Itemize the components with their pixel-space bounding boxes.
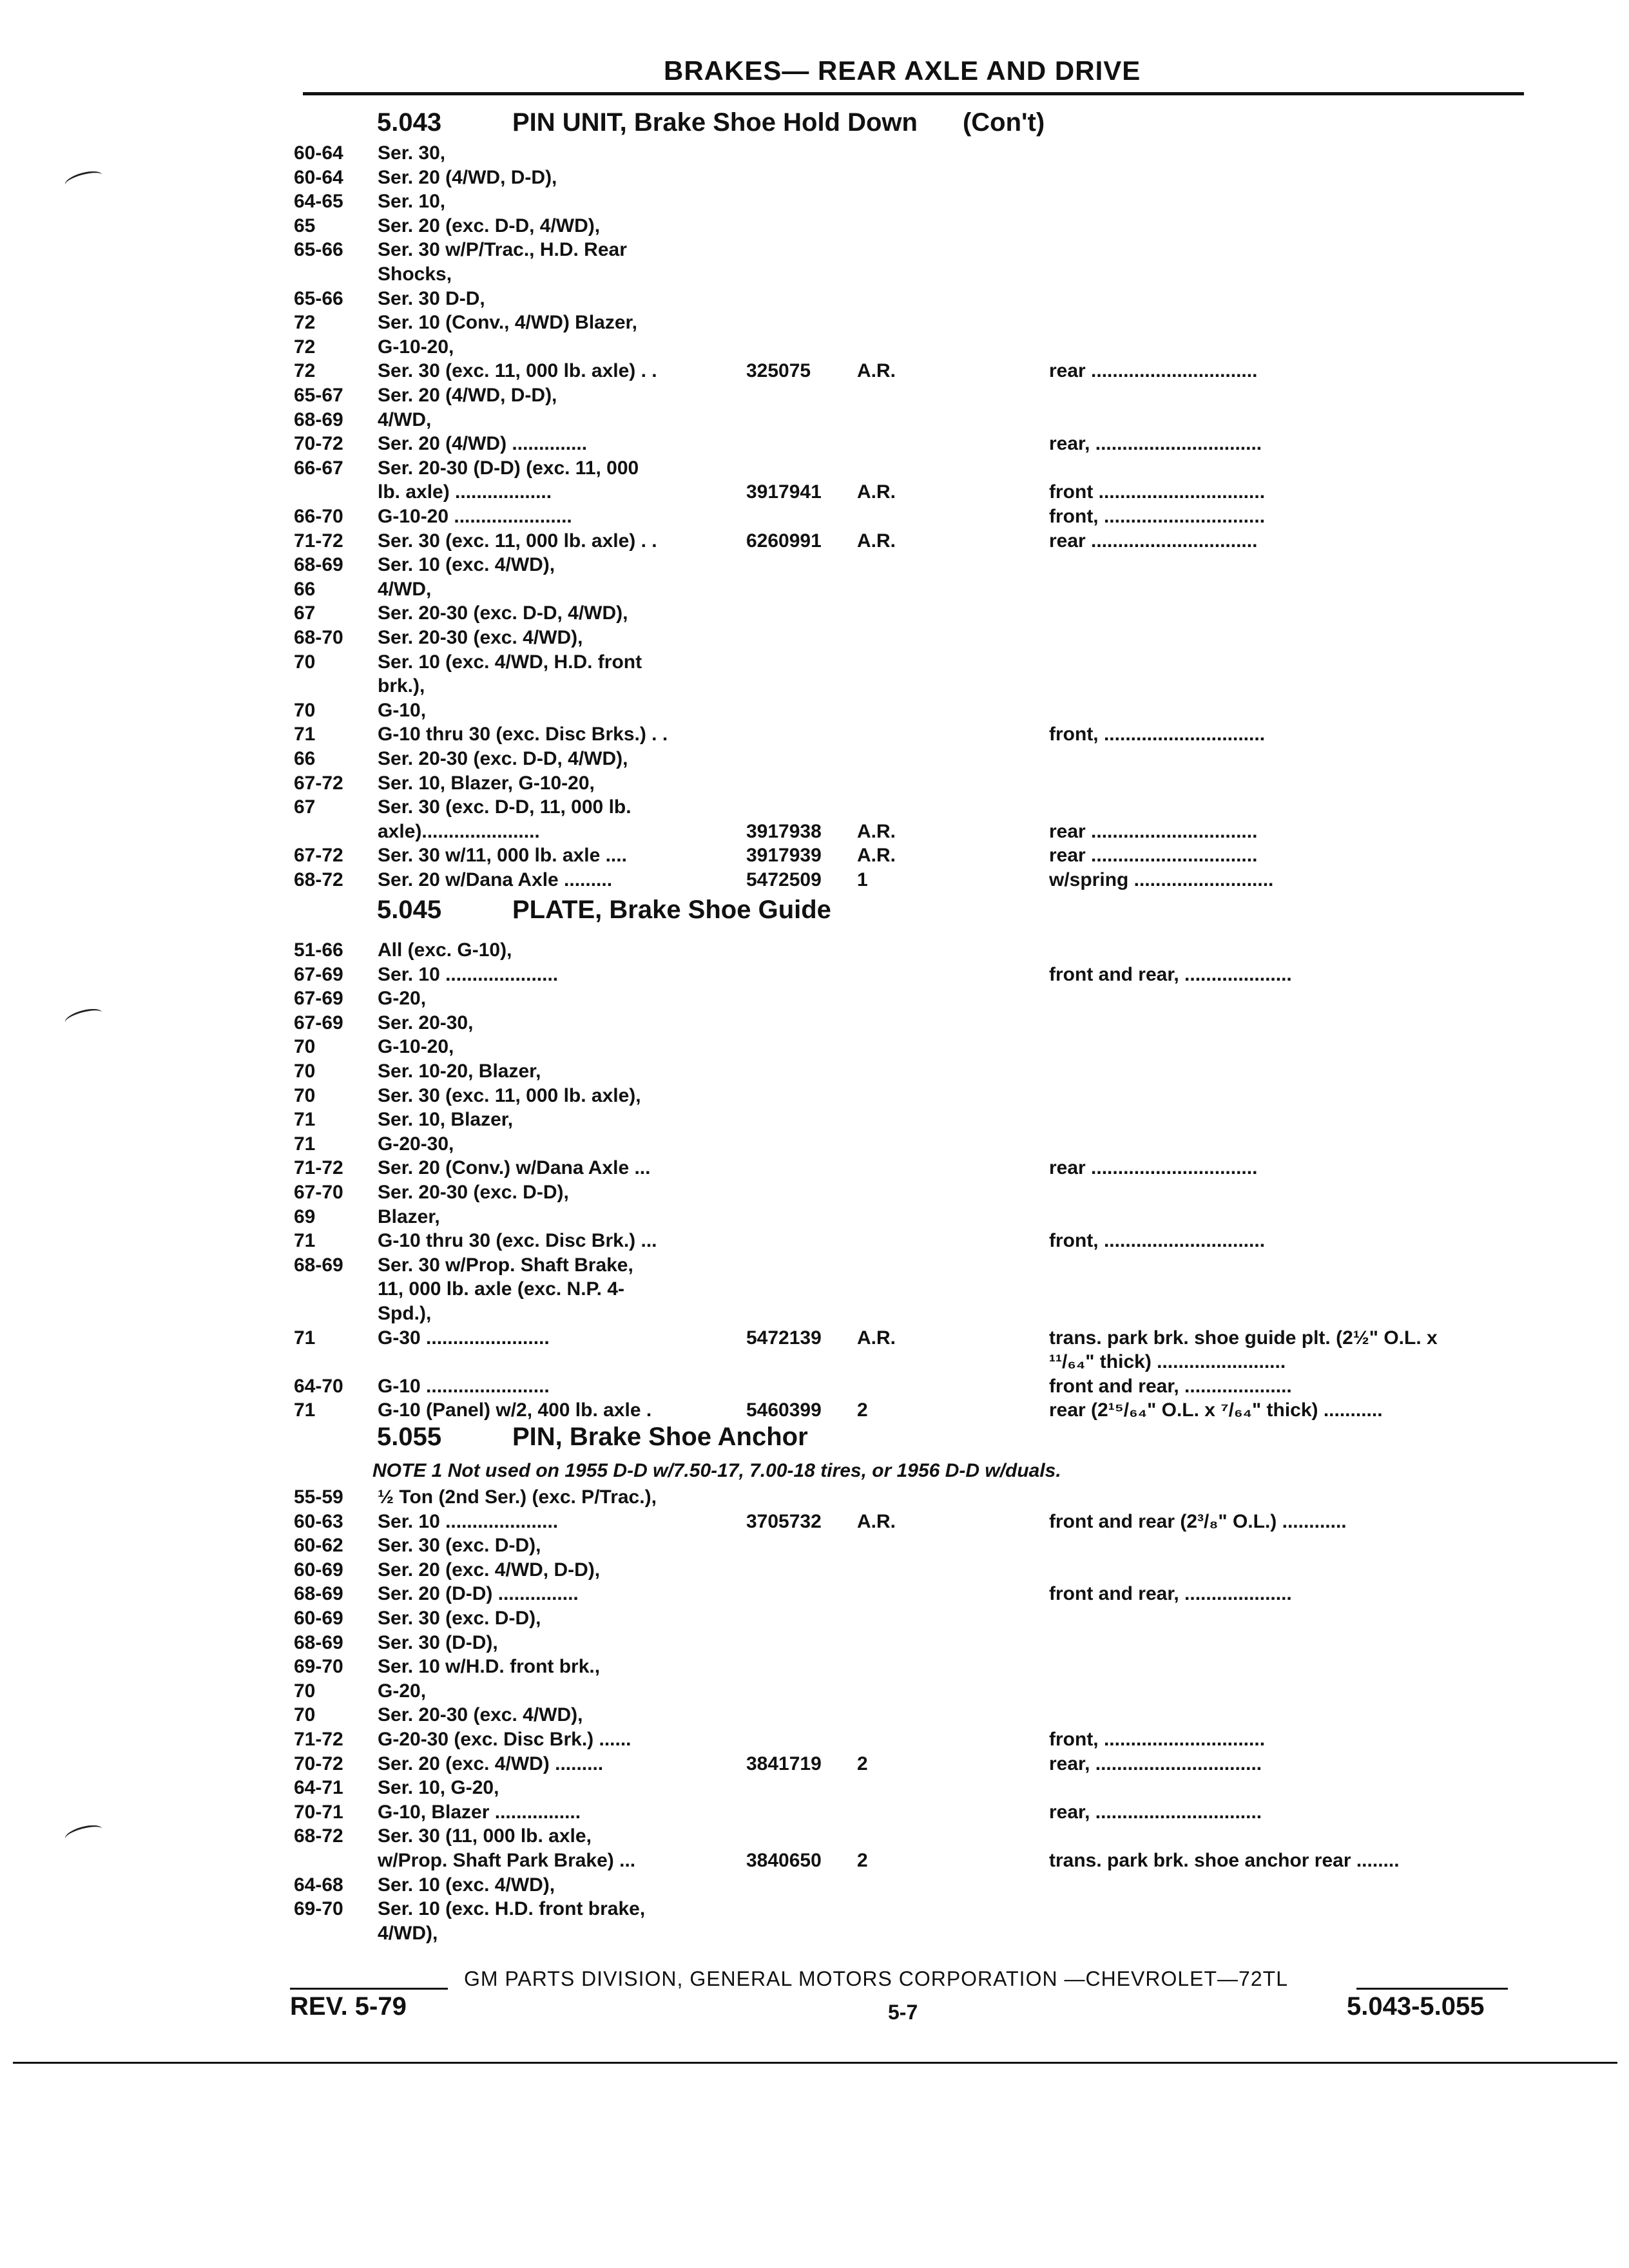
model-years: 71 — [294, 1399, 316, 1421]
section-title: PIN, Brake Shoe Anchor — [512, 1423, 808, 1451]
description: Ser. 20 (4/WD) .............. — [378, 433, 588, 454]
quantity: A.R. — [857, 481, 896, 503]
part-number: 5460399 — [746, 1399, 822, 1421]
description: G-10 (Panel) w/2, 400 lb. axle . — [378, 1399, 652, 1421]
model-years: 67 — [294, 796, 316, 818]
table-row — [0, 1824, 1629, 1848]
model-years: 70-72 — [294, 433, 343, 454]
model-years: 71-72 — [294, 1729, 343, 1750]
table-row — [0, 141, 1629, 165]
model-years: 68-70 — [294, 627, 343, 648]
description: G-10 thru 30 (exc. Disc Brk.) ... — [378, 1230, 657, 1251]
description: G-10 ....................... — [378, 1376, 550, 1397]
model-years: 65 — [294, 215, 316, 236]
description: Ser. 10-20, Blazer, — [378, 1061, 541, 1082]
table-row — [0, 626, 1629, 649]
description: Ser. 20 (4/WD, D-D), — [378, 385, 557, 406]
remarks: rear ............................... — [1049, 530, 1258, 552]
description: G-10-20, — [378, 336, 454, 358]
remarks: front and rear, .................... — [1049, 1583, 1292, 1604]
quantity: 2 — [857, 1753, 868, 1774]
model-years: 67-72 — [294, 773, 343, 794]
model-years: 67-72 — [294, 845, 343, 866]
table-row — [0, 505, 1629, 528]
description: All (exc. G-10), — [378, 939, 512, 961]
table-row — [0, 1229, 1629, 1253]
remarks: rear ............................... — [1049, 360, 1258, 381]
description: Ser. 10 ..................... — [378, 964, 559, 985]
model-years: 67 — [294, 602, 316, 624]
model-years: 71 — [294, 1133, 316, 1155]
part-number: 5472139 — [746, 1327, 822, 1349]
model-years: 67-70 — [294, 1182, 343, 1203]
table-row — [0, 1631, 1629, 1655]
description: 4/WD, — [378, 579, 432, 600]
description: G-20-30 (exc. Disc Brk.) ...... — [378, 1729, 631, 1750]
quantity: 2 — [857, 1850, 868, 1871]
table-row — [0, 1059, 1629, 1083]
remarks: rear (2¹⁵/₆₄" O.L. x ⁷/₆₄" thick) ........... — [1049, 1399, 1383, 1421]
table-row — [0, 843, 1629, 867]
table-row — [0, 1084, 1629, 1108]
table-row — [0, 166, 1629, 189]
description: G-30 ....................... — [378, 1327, 550, 1349]
table-row — [0, 771, 1629, 795]
model-years: 60-63 — [294, 1511, 343, 1532]
part-number: 3917939 — [746, 845, 822, 866]
table-row — [0, 722, 1629, 746]
quantity: A.R. — [857, 360, 896, 381]
section-number: 5.043 — [377, 108, 442, 137]
description: Spd.), — [378, 1303, 432, 1324]
remarks: rear ............................... — [1049, 1157, 1258, 1178]
model-years: 66-70 — [294, 506, 343, 527]
table-row — [0, 674, 1629, 698]
model-years: 60-64 — [294, 167, 343, 188]
table-row — [0, 311, 1629, 334]
part-number: 3917941 — [746, 481, 822, 503]
model-years: 70 — [294, 1085, 316, 1106]
description: Ser. 30 w/11, 000 lb. axle .... — [378, 845, 627, 866]
description: Ser. 10 ..................... — [378, 1511, 559, 1532]
bottom-rule — [13, 2062, 1617, 2064]
remarks: rear ............................... — [1049, 845, 1258, 866]
table-row — [0, 1921, 1629, 1945]
description: Ser. 20-30, — [378, 1012, 474, 1033]
model-years: 60-69 — [294, 1608, 343, 1629]
table-row — [0, 1849, 1629, 1872]
table-row — [0, 577, 1629, 601]
table-row — [0, 795, 1629, 819]
model-years: 72 — [294, 312, 316, 333]
description: G-20, — [378, 1680, 427, 1702]
table-row — [0, 868, 1629, 892]
quantity: A.R. — [857, 1511, 896, 1532]
model-years: 67-69 — [294, 988, 343, 1009]
description: brk.), — [378, 675, 425, 697]
section-heading — [377, 896, 831, 925]
model-years: 65-66 — [294, 239, 343, 260]
part-number: 325075 — [746, 360, 811, 381]
table-row — [0, 1277, 1629, 1301]
model-years: 70 — [294, 1061, 316, 1082]
table-row — [0, 1350, 1629, 1374]
table-row — [0, 1800, 1629, 1824]
footer-page-number: 5-7 — [888, 2001, 918, 2024]
table-row — [0, 747, 1629, 771]
model-years: 69-70 — [294, 1656, 343, 1677]
table-row — [0, 820, 1629, 843]
table-row — [0, 262, 1629, 286]
description: Ser. 30 (exc. D-D, 11, 000 lb. — [378, 796, 631, 818]
description: Ser. 20 (exc. 4/WD, D-D), — [378, 1559, 601, 1581]
table-row — [0, 214, 1629, 238]
table-row — [0, 1679, 1629, 1703]
model-years: 70 — [294, 700, 316, 721]
model-years: 67-69 — [294, 1012, 343, 1033]
remarks: trans. park brk. shoe anchor rear ........ — [1049, 1850, 1400, 1871]
table-row — [0, 1253, 1629, 1277]
model-years: 70 — [294, 1036, 316, 1057]
table-row — [0, 1132, 1629, 1156]
table-row — [0, 1727, 1629, 1751]
footer-rule-right — [1356, 1988, 1508, 1990]
model-years: 60-64 — [294, 142, 343, 164]
quantity: 2 — [857, 1399, 868, 1421]
table-row — [0, 1374, 1629, 1398]
description: Ser. 10 w/H.D. front brk., — [378, 1656, 601, 1677]
table-row — [0, 1156, 1629, 1180]
section-number: 5.045 — [377, 896, 442, 924]
part-number: 3841719 — [746, 1753, 822, 1774]
table-row — [0, 1398, 1629, 1422]
remarks: rear ............................... — [1049, 821, 1258, 842]
description: Blazer, — [378, 1206, 440, 1227]
table-row — [0, 335, 1629, 359]
section-title: PLATE, Brake Shoe Guide — [512, 896, 831, 924]
description: Ser. 30 (exc. 11, 000 lb. axle), — [378, 1085, 641, 1106]
description: Ser. 30 (11, 000 lb. axle, — [378, 1825, 592, 1847]
footer-section-range: 5.043-5.055 — [1347, 1992, 1485, 2021]
remarks: front and rear, .................... — [1049, 964, 1292, 985]
description: Ser. 30 (exc. D-D), — [378, 1608, 541, 1629]
description: Ser. 20 w/Dana Axle ......... — [378, 869, 613, 890]
model-years: 67-69 — [294, 964, 343, 985]
table-row — [0, 432, 1629, 456]
table-row — [0, 1897, 1629, 1921]
table-row — [0, 1302, 1629, 1325]
footer-revision: REV. 5-79 — [290, 1992, 407, 2021]
model-years: 65-66 — [294, 288, 343, 309]
description: Ser. 20 (Conv.) w/Dana Axle ... — [378, 1157, 651, 1178]
table-row — [0, 456, 1629, 480]
model-years: 72 — [294, 336, 316, 358]
table-row — [0, 238, 1629, 262]
model-years: 70-71 — [294, 1802, 343, 1823]
model-years: 68-69 — [294, 1583, 343, 1604]
model-years: 60-69 — [294, 1559, 343, 1581]
table-row — [0, 1752, 1629, 1776]
description: Ser. 30 (exc. 11, 000 lb. axle) . . — [378, 530, 657, 552]
table-row — [0, 601, 1629, 625]
section-number: 5.055 — [377, 1423, 442, 1451]
description: w/Prop. Shaft Park Brake) ... — [378, 1850, 636, 1871]
table-row — [0, 1582, 1629, 1606]
model-years: 64-68 — [294, 1874, 343, 1896]
model-years: 71 — [294, 1230, 316, 1251]
model-years: 66 — [294, 748, 316, 769]
table-row — [0, 1108, 1629, 1131]
description: ½ Ton (2nd Ser.) (exc. P/Trac.), — [378, 1486, 657, 1508]
description: Ser. 10 (exc. 4/WD), — [378, 1874, 555, 1896]
table-row — [0, 1326, 1629, 1350]
description: Ser. 30 (D-D), — [378, 1632, 498, 1653]
description: Ser. 20-30 (D-D) (exc. 11, 000 — [378, 457, 639, 479]
table-row — [0, 1180, 1629, 1204]
model-years: 70 — [294, 1704, 316, 1725]
remarks: trans. park brk. shoe guide plt. (2½" O.L. x — [1049, 1327, 1438, 1349]
model-years: 55-59 — [294, 1486, 343, 1508]
description: Ser. 10, Blazer, G-10-20, — [378, 773, 595, 794]
remarks: w/spring .......................... — [1049, 869, 1274, 890]
remarks: front and rear, .................... — [1049, 1376, 1292, 1397]
table-row — [0, 529, 1629, 553]
table-row — [0, 1873, 1629, 1897]
table-row — [0, 1510, 1629, 1533]
table-row — [0, 359, 1629, 383]
model-years: 71-72 — [294, 530, 343, 552]
model-years: 68-69 — [294, 554, 343, 575]
model-years: 66 — [294, 579, 316, 600]
section-title: PIN UNIT, Brake Shoe Hold Down — [512, 108, 918, 137]
description: G-10-20, — [378, 1036, 454, 1057]
table-row — [0, 1533, 1629, 1557]
model-years: 70 — [294, 1680, 316, 1702]
description: 11, 000 lb. axle (exc. N.P. 4- — [378, 1278, 625, 1300]
description: Ser. 20 (D-D) ............... — [378, 1583, 579, 1604]
section-heading — [377, 108, 1045, 137]
table-row — [0, 383, 1629, 407]
description: Ser. 30 w/P/Trac., H.D. Rear — [378, 239, 627, 260]
description: Ser. 30, — [378, 142, 446, 164]
model-years: 51-66 — [294, 939, 343, 961]
footer-division: GM PARTS DIVISION, GENERAL MOTORS CORPORATION —CHEVROLET—72TL — [464, 1967, 1288, 1990]
part-number: 6260991 — [746, 530, 822, 552]
description: Ser. 20-30 (exc. 4/WD), — [378, 1704, 583, 1725]
table-row — [0, 287, 1629, 311]
model-years: 68-69 — [294, 1254, 343, 1276]
model-years: 70 — [294, 651, 316, 673]
quantity: A.R. — [857, 821, 896, 842]
description: G-10, — [378, 700, 427, 721]
model-years: 64-71 — [294, 1777, 343, 1798]
table-row — [0, 189, 1629, 213]
description: Ser. 30 (exc. D-D), — [378, 1535, 541, 1556]
remarks: front ............................... — [1049, 481, 1266, 503]
model-years: 64-65 — [294, 191, 343, 212]
description: Shocks, — [378, 264, 452, 285]
model-years: 68-72 — [294, 869, 343, 890]
remarks: rear, ............................... — [1049, 1753, 1262, 1774]
table-row — [0, 1606, 1629, 1630]
remarks: rear, ............................... — [1049, 433, 1262, 454]
description: Ser. 10, G-20, — [378, 1777, 499, 1798]
remarks: front, .............................. — [1049, 1230, 1266, 1251]
description: G-20, — [378, 988, 427, 1009]
model-years: 68-69 — [294, 1632, 343, 1653]
model-years: 68-72 — [294, 1825, 343, 1847]
table-row — [0, 1035, 1629, 1059]
table-row — [0, 986, 1629, 1010]
quantity: 1 — [857, 869, 868, 890]
description: 4/WD), — [378, 1923, 438, 1944]
remarks: ¹¹/₆₄" thick) ........................ — [1049, 1351, 1286, 1372]
table-row — [0, 963, 1629, 986]
table-row — [0, 1011, 1629, 1035]
description: Ser. 10 (exc. 4/WD), — [378, 554, 555, 575]
description: Ser. 20 (exc. D-D, 4/WD), — [378, 215, 601, 236]
description: Ser. 20-30 (exc. D-D, 4/WD), — [378, 748, 628, 769]
table-row — [0, 650, 1629, 674]
description: Ser. 20 (4/WD, D-D), — [378, 167, 557, 188]
table-row — [0, 553, 1629, 577]
description: axle)...................... — [378, 821, 540, 842]
part-number: 5472509 — [746, 869, 822, 890]
remarks: front, .............................. — [1049, 1729, 1266, 1750]
section-continued: (Con't) — [962, 108, 1045, 137]
model-years: 65-67 — [294, 385, 343, 406]
description: Ser. 10, Blazer, — [378, 1109, 514, 1130]
description: 4/WD, — [378, 409, 432, 430]
remarks: front, .............................. — [1049, 506, 1266, 527]
model-years: 71 — [294, 1109, 316, 1130]
description: G-10 thru 30 (exc. Disc Brks.) . . — [378, 724, 668, 745]
model-years: 71 — [294, 1327, 316, 1349]
description: Ser. 10 (exc. 4/WD, H.D. front — [378, 651, 642, 673]
table-row — [0, 480, 1629, 504]
description: lb. axle) .................. — [378, 481, 552, 503]
table-row — [0, 1776, 1629, 1800]
model-years: 72 — [294, 360, 316, 381]
quantity: A.R. — [857, 1327, 896, 1349]
model-years: 68-69 — [294, 409, 343, 430]
description: Ser. 10 (Conv., 4/WD) Blazer, — [378, 312, 637, 333]
description: Ser. 20-30 (exc. 4/WD), — [378, 627, 583, 648]
table-row — [0, 408, 1629, 432]
model-years: 64-70 — [294, 1376, 343, 1397]
model-years: 70-72 — [294, 1753, 343, 1774]
description: Ser. 30 D-D, — [378, 288, 485, 309]
description: Ser. 20-30 (exc. D-D), — [378, 1182, 569, 1203]
remarks: front, .............................. — [1049, 724, 1266, 745]
description: Ser. 20 (exc. 4/WD) ......... — [378, 1753, 604, 1774]
table-row — [0, 1703, 1629, 1727]
description: Ser. 10, — [378, 191, 446, 212]
description: Ser. 20-30 (exc. D-D, 4/WD), — [378, 602, 628, 624]
model-years: 69 — [294, 1206, 316, 1227]
description: Ser. 30 w/Prop. Shaft Brake, — [378, 1254, 633, 1276]
footer-rule-left — [290, 1988, 448, 1990]
table-row — [0, 698, 1629, 722]
part-number: 3840650 — [746, 1850, 822, 1871]
part-number: 3917938 — [746, 821, 822, 842]
page-header-title: BRAKES— REAR AXLE AND DRIVE — [664, 55, 1141, 86]
description: G-10, Blazer ................ — [378, 1802, 581, 1823]
section-note: NOTE 1 Not used on 1955 D-D w/7.50-17, 7.00-18 tires, or 1956 D-D w/duals. — [372, 1460, 1061, 1481]
model-years: 71 — [294, 724, 316, 745]
table-row — [0, 938, 1629, 962]
table-row — [0, 1655, 1629, 1678]
description: G-20-30, — [378, 1133, 454, 1155]
header-rule — [303, 92, 1524, 95]
table-row — [0, 1558, 1629, 1582]
model-years: 60-62 — [294, 1535, 343, 1556]
description: Ser. 30 (exc. 11, 000 lb. axle) . . — [378, 360, 657, 381]
quantity: A.R. — [857, 845, 896, 866]
part-number: 3705732 — [746, 1511, 822, 1532]
description: Ser. 10 (exc. H.D. front brake, — [378, 1898, 646, 1919]
description: G-10-20 ...................... — [378, 506, 572, 527]
table-row — [0, 1485, 1629, 1509]
model-years: 71-72 — [294, 1157, 343, 1178]
remarks: rear, ............................... — [1049, 1802, 1262, 1823]
section-heading — [377, 1423, 808, 1452]
table-row — [0, 1205, 1629, 1229]
model-years: 66-67 — [294, 457, 343, 479]
remarks: front and rear (2³/₈" O.L.) ............ — [1049, 1511, 1347, 1532]
quantity: A.R. — [857, 530, 896, 552]
model-years: 69-70 — [294, 1898, 343, 1919]
